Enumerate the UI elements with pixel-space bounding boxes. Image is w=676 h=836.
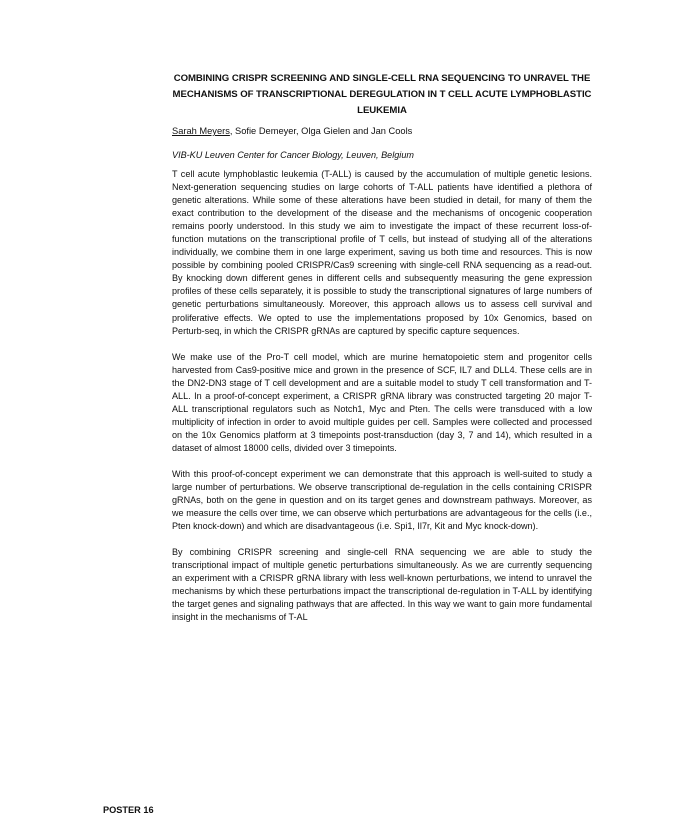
abstract-title: COMBINING CRISPR SCREENING AND SINGLE-CELL RNA SEQUENCING TO UNRAVEL THE MECHANISMS OF TRANSCRIPTIONAL DEREGULATION IN T CELL ACUTE LYMPHOBLASTIC LEUKEMIA bbox=[172, 73, 592, 116]
poster-number: POSTER 16 bbox=[103, 805, 154, 815]
affiliation: VIB-KU Leuven Center for Cancer Biology, Leuven, Belgium bbox=[172, 150, 414, 160]
author-list bbox=[172, 125, 592, 138]
abstract-body bbox=[172, 168, 592, 638]
co-authors: , Sofie Demeyer, Olga Gielen and Jan Cools bbox=[229, 126, 413, 136]
abstract-paragraph-2: We make use of the Pro-T cell model, which are murine hematopoietic stem and progenitor cells harvested from Cas9-positive mice and grown in the presence of SCF, IL7 and DLL4. These cells are in the DN2-DN3 stage of T cell development and are a suitable model to study T cell transformation and T-ALL. In a proof-of-concept experiment, a CRISPR gRNA library was constructed targeting 20 major T-ALL transcriptional regulators such as Notch1, Myc and Pten. The cells were transduced with a low multiplicity of infection in order to avoid multiple guides per cell. Samples were collected and processed on the 10x Genomics platform at 3 timepoints post-transduction (day 3, 7 and 14), which resulted in a dataset of almost 18000 cells, divided over 3 timepoints. bbox=[172, 351, 592, 453]
presenting-author: Sarah Meyers bbox=[172, 126, 230, 136]
abstract-paragraph-1: T cell acute lymphoblastic leukemia (T-ALL) is caused by the accumulation of multiple genetic lesions. Next-generation sequencing studies on large cohorts of T-ALL patients have identified a plethora of genetic alterations. While some of these alterations have been studied in detail, for many of them the exact contribution to the development of the disease and the mechanisms of oncogenic cooperation remains poorly understood. In this study we aim to investigate the impact of these recurrent loss-of-function mutations on the transcriptional profile of T cells, but instead of studying all of the alterations individually, we combine them in one large experiment, saving us both time and resources. This is now possible by combining pooled CRISPR/Cas9 screening with single-cell RNA sequencing as a read-out. By knocking down different genes in different cells and subsequently measuring the gene expression profiles of these cells separately, it is possible to study the transcriptional signatures of large numbers of genetic perturbations simultaneously. Moreover, this approach allows us to assess cell survival and proliferative effects. We opted to use the implementations proposed by 10x Genomics, based on Perturb-seq, in which the CRISPR gRNAs are captured by specific capture sequences. bbox=[172, 169, 592, 336]
abstract-paragraph-4: By combining CRISPR screening and single-cell RNA sequencing we are able to study the transcriptional impact of multiple genetic perturbations simultaneously. As we are currently sequencing an experiment with a CRISPR gRNA library with less well-known perturbations, we intend to unravel the mechanisms by which these perturbations impact the transcriptional de-regulation in T-ALL by identifying the target genes and signaling pathways that are affected. In this way we want to gain more fundamental insight in the mechanisms of T-AL bbox=[172, 547, 592, 623]
abstract-paragraph-3: With this proof-of-concept experiment we can demonstrate that this approach is well-suited to study a large number of perturbations. We observe transcriptional de-regulation in the cells containing CRISPR gRNAs, both on the gene in question and on its target genes and downstream pathways. Moreover, as we measure the cells over time, we can observe which perturbations are advantageous for the cells (i.e., Pten knock-down) and which are disadvantageous (i.e. Spi1, Il7r, Kit and Myc knock-down). bbox=[172, 468, 592, 532]
